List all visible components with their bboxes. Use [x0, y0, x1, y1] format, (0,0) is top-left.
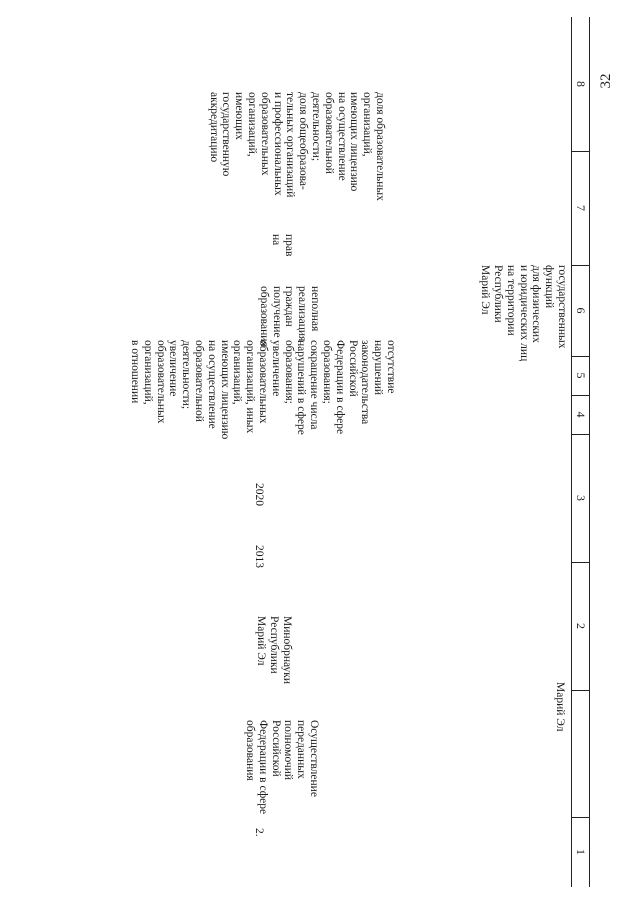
header-col-8: 8	[574, 81, 588, 87]
header-col-6: 6	[574, 307, 588, 314]
row2-col8: доля образовательных организаций, имеющих лицензию на осуществление образовательной деятельности; доля общеобразова- тельных организаций и профессиональных образовательных организаций, имеющих государственную аккредитацию	[207, 92, 386, 201]
header-col-4: 4	[574, 411, 588, 418]
row2-col4: 2013	[253, 545, 265, 568]
row2-col6: отсутствие нарушений законодательства Российской Федерации в сфере образования; сокращение числа нарушений в сфере образования; увеличение образовательных организаций, иных организаций, имеющих лицензию на осуществление образовательной деятельности; увеличение образовательных организаций, в отношении	[129, 340, 397, 440]
row2-col3: Минобрнауки Республики Марий Эл	[255, 616, 293, 685]
header-col-1: 1	[574, 849, 588, 855]
header-col-3: 3	[574, 495, 588, 501]
row2-col7-extra: прав на	[270, 234, 295, 257]
row2-col7: неполная реализация граждан получение образования	[257, 286, 321, 347]
row2-col5: 2020	[253, 483, 265, 506]
header-col-2: 2	[574, 623, 588, 629]
cont-row-col6: государственных функций для физических и юридических лиц на территории Республики Марий Эл	[479, 265, 568, 362]
row2-number: 2.	[253, 828, 265, 837]
header-separator-7	[571, 690, 590, 691]
row2-col2: Осуществление переданных полномочий Российской Федерации в сфере образования	[244, 720, 320, 815]
page-number: 32	[598, 73, 614, 89]
cont-row-col2: Марий Эл	[554, 682, 566, 732]
header-col-5: 5	[574, 372, 588, 379]
header-col-7: 7	[574, 205, 588, 211]
